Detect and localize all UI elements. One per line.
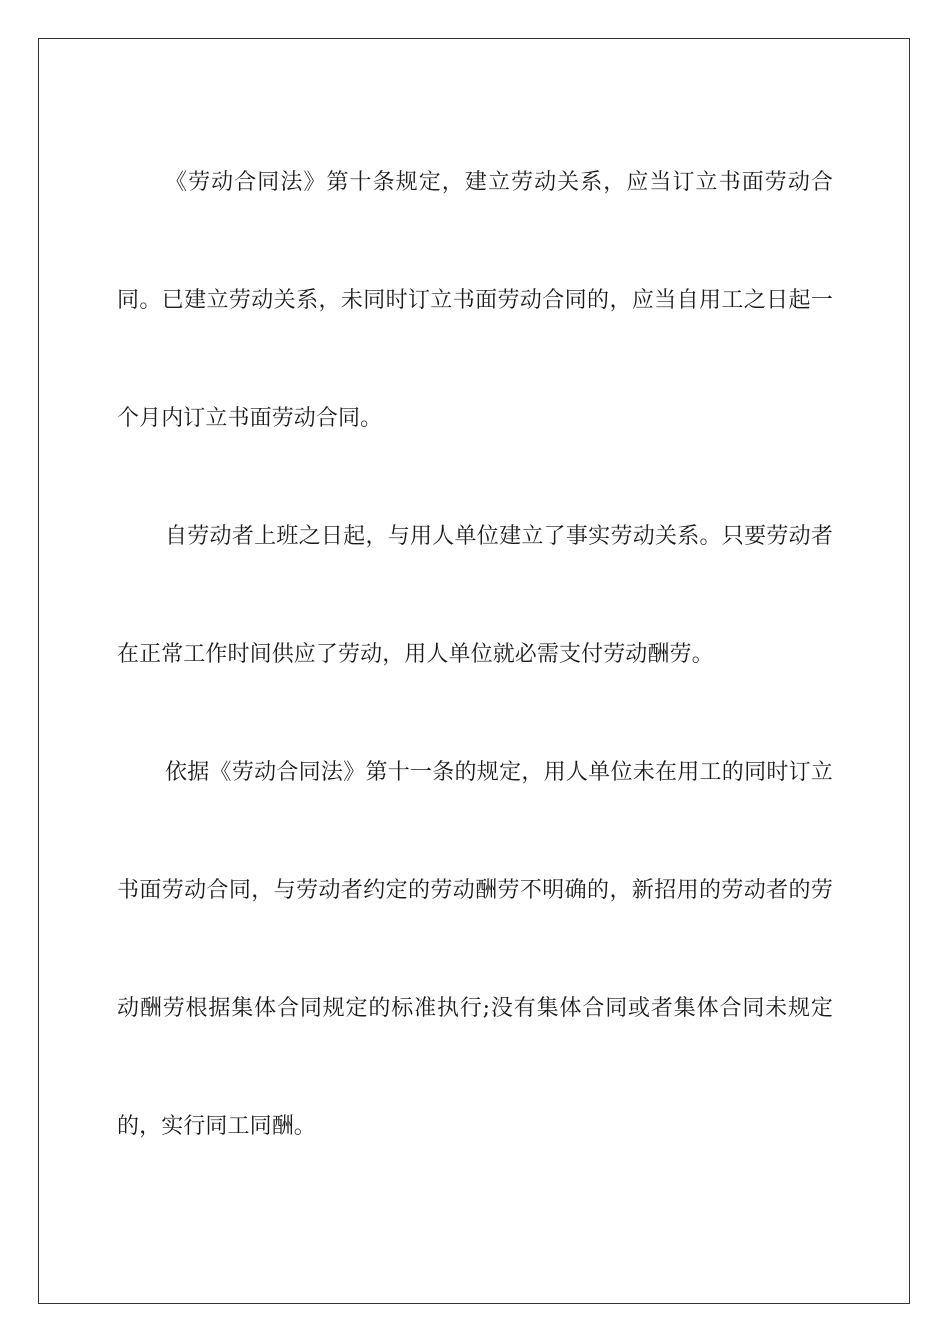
paragraph-2: 自劳动者上班之日起，与用人单位建立了事实劳动关系。只要劳动者在正常工作时间供应了劳动，用人单位就必需支付劳动酬劳。	[117, 524, 833, 667]
paragraph-3: 依据《劳动合同法》第十一条的规定，用人单位未在用工的同时订立书面劳动合同，与劳动者约定的劳动酬劳不明确的，新招用的劳动者的劳动酬劳根据集体合同规定的标准执行;没有集体合同或者集体合同未规定的，实行同工同酬。	[117, 760, 833, 1139]
paragraph-1: 《劳动合同法》第十条规定，建立劳动关系，应当订立书面劳动合同。已建立劳动关系，未同时订立书面劳动合同的，应当自用工之日起一个月内订立书面劳动合同。	[117, 170, 833, 431]
document-body	[117, 124, 833, 1186]
